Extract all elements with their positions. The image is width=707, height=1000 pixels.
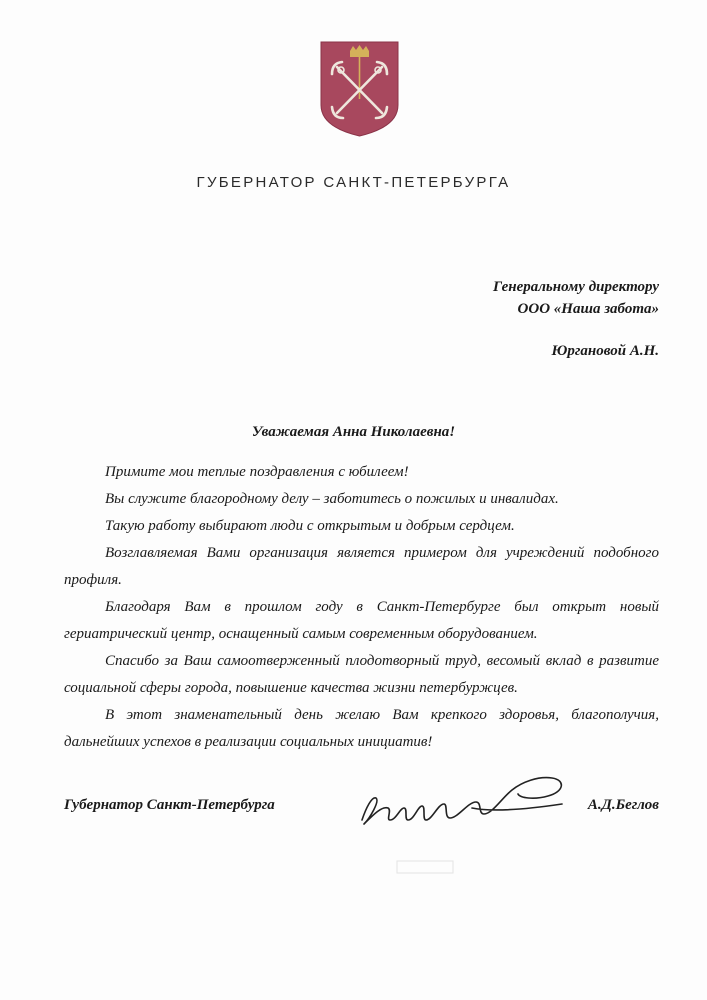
body-paragraph: Такую работу выбирают люди с открытым и добрым сердцем.	[105, 518, 515, 534]
addressee-block	[493, 276, 659, 362]
body-paragraph: Спасибо за Ваш самоотверженный плодотворный труд, весомый вклад в развитие социальной сферы города, повышение качества жизни петербуржцев.	[64, 653, 659, 696]
signatory-name: А.Д.Беглов	[587, 797, 659, 813]
letter-body	[64, 459, 659, 756]
addressee-name: Юргановой А.Н.	[551, 343, 659, 359]
addressee-organization: ООО «Наша забота»	[517, 301, 659, 317]
body-paragraph: Вы служите благородному делу – заботитесь о пожилых и инвалидах.	[105, 491, 559, 507]
addressee-position: Генеральному директору	[492, 279, 659, 295]
faint-stamp-mark	[395, 858, 455, 876]
signatory-title: Губернатор Санкт-Петербурга	[64, 797, 275, 813]
handwritten-signature	[352, 768, 582, 838]
body-paragraph: В этот знаменательный день желаю Вам крепкого здоровья, благополучия, дальнейших успехов в реализации социальных инициатив!	[64, 707, 659, 750]
coat-of-arms-emblem	[320, 41, 399, 137]
greeting: Уважаемая Анна Николаевна!	[251, 424, 456, 440]
body-paragraph: Благодаря Вам в прошлом году в Санкт-Петербурге был открыт новый гериатрический центр, оснащенный самым современным оборудованием.	[64, 599, 659, 642]
body-paragraph: Возглавляемая Вами организация является примером для учреждений подобного профиля.	[64, 545, 659, 588]
letterhead-title: ГУБЕРНАТОР САНКТ-ПЕТЕРБУРГА	[196, 174, 511, 191]
body-paragraph: Примите мои теплые поздравления с юбилеем!	[105, 464, 409, 480]
